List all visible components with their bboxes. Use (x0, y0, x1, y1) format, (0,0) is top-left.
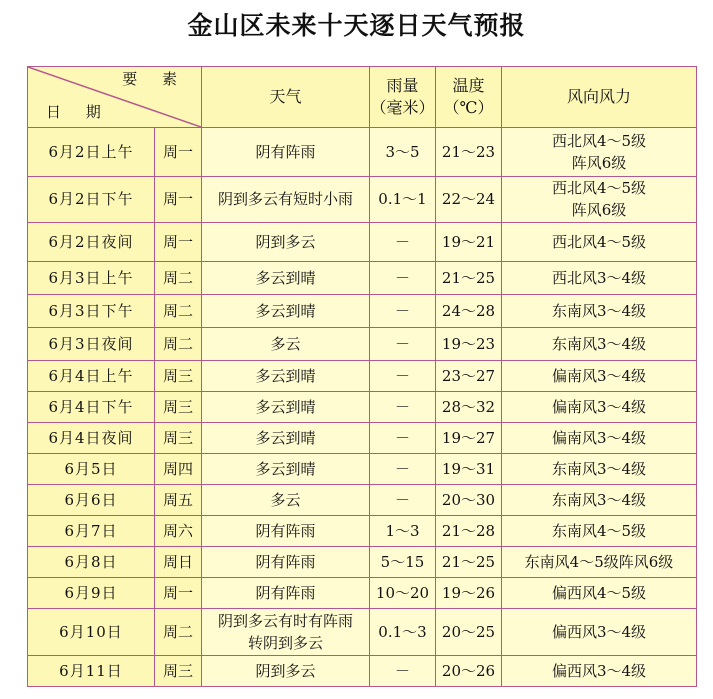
wind-text: 偏南风3～4级 (551, 429, 647, 448)
wind-cell (502, 547, 697, 578)
rain-cell: 1～3 (370, 516, 436, 547)
table-row (28, 454, 697, 485)
rain-cell: 0.1～3 (370, 609, 436, 655)
table-row (28, 423, 697, 454)
weekday-cell: 周二 (155, 609, 202, 655)
date-cell: 6月6日 (28, 485, 155, 516)
table-row (28, 361, 697, 392)
temp-cell: 19～27 (436, 423, 502, 454)
weather-text: 阴有阵雨 (255, 142, 316, 161)
table-row (28, 485, 697, 516)
wind-text: 西北风4～5级 (551, 233, 647, 252)
wind-cell (502, 516, 697, 547)
temp-cell: 21～28 (436, 516, 502, 547)
wind-text: 西北风4～5级 (551, 131, 647, 150)
corner-elements-label: 要 素 (122, 70, 187, 88)
weather-text: 阴有阵雨 (255, 522, 316, 541)
table-row (28, 128, 697, 177)
weather-cell (202, 262, 370, 295)
weekday-cell: 周三 (155, 655, 202, 686)
weather-text: 多云 (270, 335, 301, 354)
wind-text: 东南风3～4级 (551, 335, 647, 354)
wind-text: 东南风4～5级 (551, 522, 647, 541)
weekday-cell: 周三 (155, 392, 202, 423)
wind-cell (502, 176, 697, 222)
temp-cell: 22～24 (436, 176, 502, 222)
temp-cell: 19～26 (436, 578, 502, 609)
table-row (28, 516, 697, 547)
weather-cell (202, 361, 370, 392)
wind-text: 东南风3～4级 (551, 460, 647, 479)
table-row (28, 176, 697, 222)
corner-date-label: 日 期 (46, 103, 111, 121)
weather-cell (202, 128, 370, 177)
weather-text: 多云 (270, 491, 301, 510)
wind-cell (502, 609, 697, 655)
date-cell: 6月9日 (28, 578, 155, 609)
weather-text: 多云到晴 (255, 269, 316, 288)
temp-cell: 19～21 (436, 223, 502, 262)
forecast-table (27, 66, 697, 687)
weather-text: 阴有阵雨 (255, 584, 316, 603)
weather-header: 天气 (202, 67, 370, 128)
weekday-cell: 周一 (155, 578, 202, 609)
temp-cell: 20～30 (436, 485, 502, 516)
rain-cell: － (370, 262, 436, 295)
table-row (28, 328, 697, 361)
date-cell: 6月4日下午 (28, 392, 155, 423)
weekday-cell: 周一 (155, 128, 202, 177)
weather-cell (202, 485, 370, 516)
rain-cell: 10～20 (370, 578, 436, 609)
date-cell: 6月3日夜间 (28, 328, 155, 361)
wind-text: 东南风3～4级 (551, 491, 647, 510)
wind-text: 偏南风3～4级 (551, 398, 647, 417)
wind-cell (502, 655, 697, 686)
wind-cell (502, 128, 697, 177)
wind-text: 西北风4～5级 (551, 179, 647, 198)
rain-cell: － (370, 485, 436, 516)
weekday-cell: 周一 (155, 223, 202, 262)
date-cell: 6月2日下午 (28, 176, 155, 222)
wind-text: 偏西风3～4级 (551, 623, 647, 642)
weekday-cell: 周二 (155, 328, 202, 361)
temp-cell: 23～27 (436, 361, 502, 392)
weather-cell (202, 655, 370, 686)
date-cell: 6月4日上午 (28, 361, 155, 392)
weather-text: 阴到多云有时有阵雨 (217, 612, 353, 631)
rain-cell: － (370, 223, 436, 262)
wind-text: 偏西风3～4级 (551, 661, 647, 680)
table-row (28, 262, 697, 295)
weather-cell (202, 328, 370, 361)
temp-cell: 28～32 (436, 392, 502, 423)
page-title: 金山区未来十天逐日天气预报 (187, 11, 526, 40)
rain-cell: － (370, 655, 436, 686)
rain-cell: － (370, 423, 436, 454)
wind-text: 阵风6级 (571, 153, 627, 172)
weekday-cell: 周一 (155, 176, 202, 222)
weekday-cell: 周五 (155, 485, 202, 516)
wind-cell (502, 423, 697, 454)
date-cell: 6月2日上午 (28, 128, 155, 177)
rain-cell: － (370, 361, 436, 392)
wind-text: 西北风3～4级 (551, 269, 647, 288)
rain-header: 雨量 （毫米） (370, 67, 436, 128)
rain-cell: 5～15 (370, 547, 436, 578)
table-row (28, 547, 697, 578)
date-cell: 6月11日 (28, 655, 155, 686)
weather-text: 多云到晴 (255, 429, 316, 448)
temp-cell: 19～31 (436, 454, 502, 485)
table-row (28, 578, 697, 609)
weather-text: 阴到多云 (255, 233, 316, 252)
temp-cell: 19～23 (436, 328, 502, 361)
weather-cell (202, 516, 370, 547)
weekday-cell: 周六 (155, 516, 202, 547)
temp-cell: 20～25 (436, 609, 502, 655)
weather-text: 阴有阵雨 (255, 553, 316, 572)
weekday-cell: 周四 (155, 454, 202, 485)
weather-text: 多云到晴 (255, 398, 316, 417)
wind-cell (502, 454, 697, 485)
wind-cell (502, 328, 697, 361)
rain-cell: － (370, 295, 436, 328)
date-cell: 6月8日 (28, 547, 155, 578)
weather-cell (202, 223, 370, 262)
wind-cell (502, 361, 697, 392)
table-row (28, 392, 697, 423)
date-cell: 6月3日下午 (28, 295, 155, 328)
table-row (28, 295, 697, 328)
weather-cell (202, 454, 370, 485)
weekday-cell: 周日 (155, 547, 202, 578)
wind-text: 东南风4～5级阵风6级 (524, 553, 674, 572)
weekday-cell: 周二 (155, 262, 202, 295)
wind-text: 偏南风3～4级 (551, 367, 647, 386)
corner-header (28, 67, 202, 128)
forecast-body (28, 128, 697, 687)
weather-text: 多云到晴 (255, 302, 316, 321)
weekday-cell: 周二 (155, 295, 202, 328)
weather-text: 阴到多云 (255, 661, 316, 680)
weekday-cell: 周三 (155, 423, 202, 454)
weather-cell (202, 609, 370, 655)
weather-text: 转阴到多云 (247, 634, 323, 653)
table-row (28, 609, 697, 655)
rain-cell: － (370, 392, 436, 423)
table-row (28, 223, 697, 262)
rain-cell: 0.1～1 (370, 176, 436, 222)
weather-cell (202, 392, 370, 423)
temp-cell: 21～25 (436, 262, 502, 295)
weather-text: 阴到多云有短时小雨 (217, 190, 353, 209)
wind-cell (502, 295, 697, 328)
table-row (28, 655, 697, 686)
wind-cell (502, 485, 697, 516)
weekday-cell: 周三 (155, 361, 202, 392)
weather-cell (202, 578, 370, 609)
rain-cell: － (370, 454, 436, 485)
date-cell: 6月4日夜间 (28, 423, 155, 454)
wind-cell (502, 392, 697, 423)
weather-cell (202, 423, 370, 454)
temp-cell: 20～26 (436, 655, 502, 686)
weather-cell (202, 547, 370, 578)
date-cell: 6月7日 (28, 516, 155, 547)
wind-text: 阵风6级 (571, 201, 627, 220)
temp-cell: 21～23 (436, 128, 502, 177)
temp-cell: 21～25 (436, 547, 502, 578)
wind-cell (502, 262, 697, 295)
rain-cell: － (370, 328, 436, 361)
temp-header: 温度 （℃） (436, 67, 502, 128)
weather-cell (202, 176, 370, 222)
date-cell: 6月10日 (28, 609, 155, 655)
date-cell: 6月5日 (28, 454, 155, 485)
wind-text: 东南风3～4级 (551, 302, 647, 321)
weather-cell (202, 295, 370, 328)
weather-text: 多云到晴 (255, 460, 316, 479)
wind-cell (502, 223, 697, 262)
temp-cell: 24～28 (436, 295, 502, 328)
wind-header: 风向风力 (502, 67, 697, 128)
wind-text: 偏西风4～5级 (551, 584, 647, 603)
date-cell: 6月3日上午 (28, 262, 155, 295)
header-row (28, 67, 697, 128)
weather-text: 多云到晴 (255, 367, 316, 386)
date-cell: 6月2日夜间 (28, 223, 155, 262)
rain-cell: 3～5 (370, 128, 436, 177)
wind-cell (502, 578, 697, 609)
